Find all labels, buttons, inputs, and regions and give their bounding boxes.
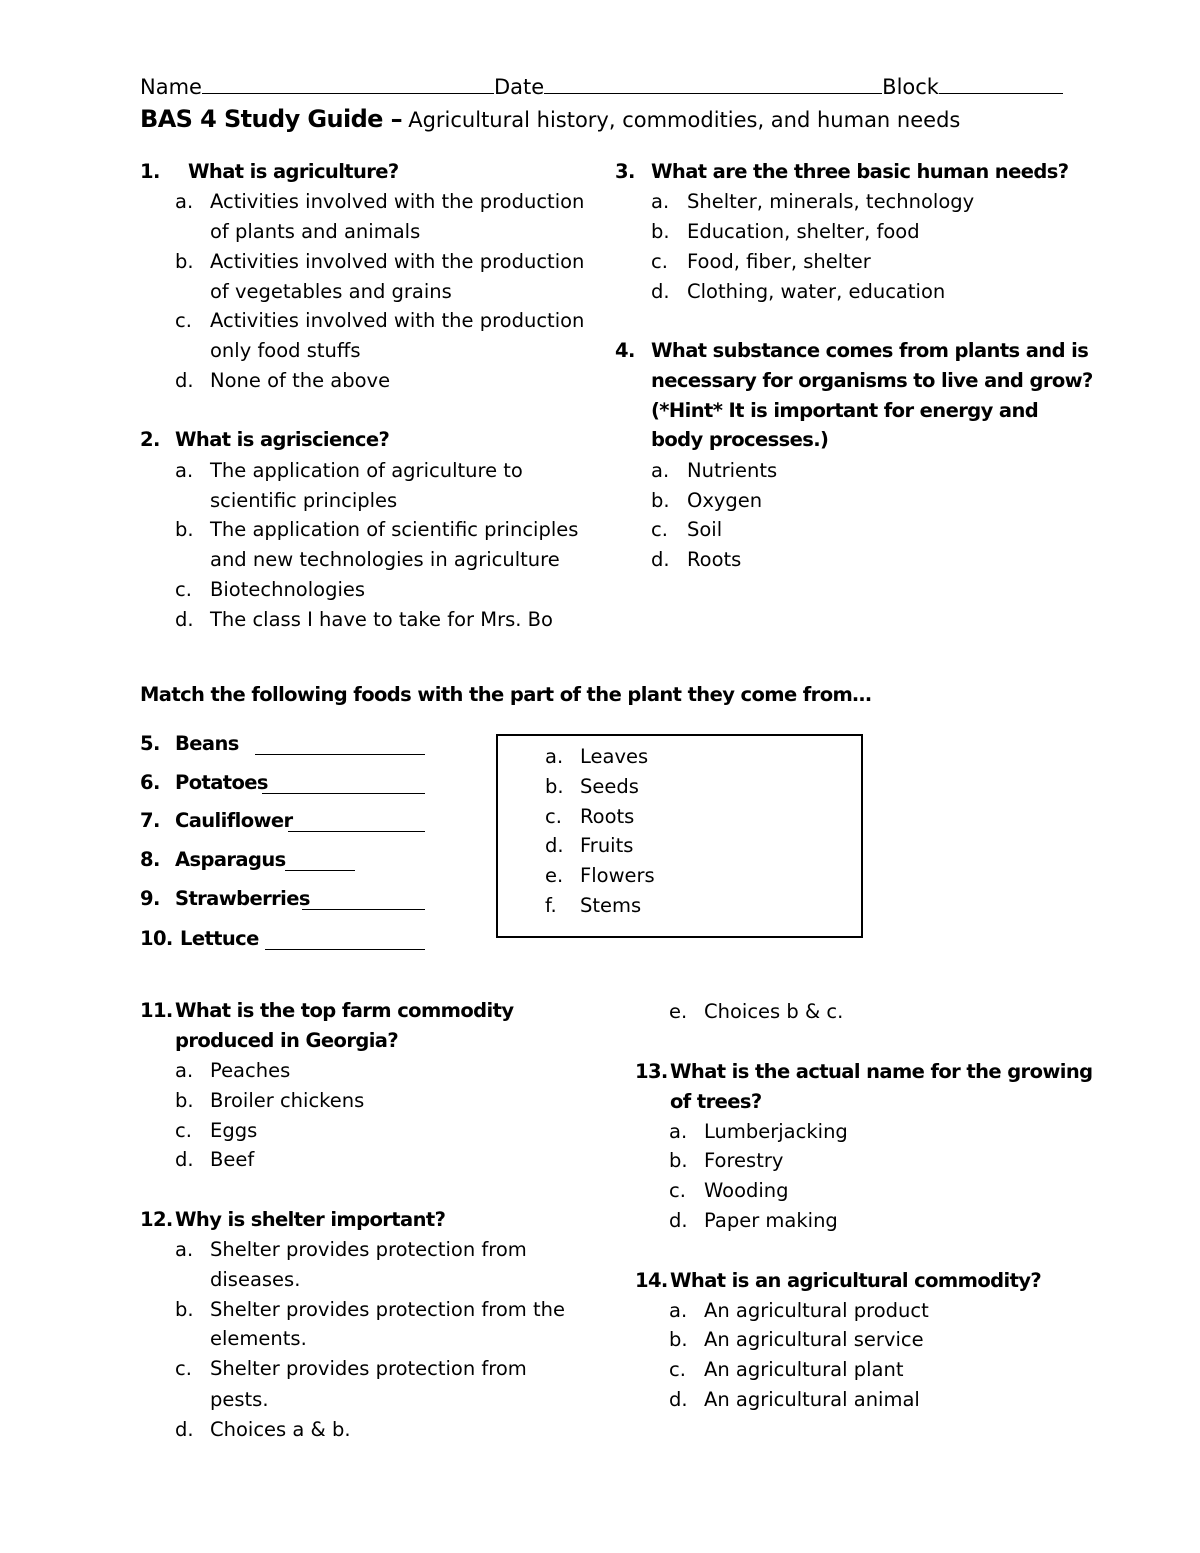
choice-label: Leaves [580,745,649,768]
option-letter: d. [669,1209,688,1232]
option-text[interactable]: Nutrients [687,459,778,482]
option-text[interactable]: pests. [210,1388,269,1411]
option-letter: a. [175,459,194,482]
question-text: What is the actual name for the growing [670,1060,1093,1083]
question-text: What is an agricultural commodity? [670,1269,1042,1292]
question-text: What substance comes from plants and is [651,339,1089,362]
option-text[interactable]: Broiler chickens [210,1089,365,1112]
option-text[interactable]: only food stuffs [210,339,361,362]
option-text[interactable]: Choices b & c. [704,1000,844,1023]
option-text[interactable]: Paper making [704,1209,838,1232]
option-letter: b. [651,489,670,512]
question-text: of trees? [670,1090,762,1113]
option-letter: a. [651,190,670,213]
option-letter: b. [175,250,194,273]
option-letter: d. [175,608,194,631]
title-sub: Agricultural history, commodities, and human needs [408,108,961,132]
choice-letter: f. [545,894,557,917]
option-text[interactable]: of vegetables and grains [210,280,452,303]
choice-letter: b. [545,775,564,798]
matching-number: 9. [140,887,160,910]
option-letter: b. [175,1089,194,1112]
option-letter: a. [175,1238,194,1261]
option-letter: c. [651,250,668,273]
choice-label: Stems [580,894,642,917]
option-letter: b. [175,518,194,541]
question-number: 4. [615,339,635,362]
answer-blank[interactable] [265,929,425,950]
option-text[interactable]: Food, fiber, shelter [687,250,871,273]
matching-label: Strawberries [175,887,310,910]
option-letter: d. [175,369,194,392]
option-text[interactable]: Soil [687,518,723,541]
option-text[interactable]: Activities involved with the production [210,190,585,213]
option-text[interactable]: An agricultural service [704,1328,924,1351]
option-letter: a. [651,459,670,482]
option-text[interactable]: Lumberjacking [704,1120,848,1143]
option-text[interactable]: diseases. [210,1268,301,1291]
option-text[interactable]: Shelter provides protection from [210,1357,527,1380]
answer-blank[interactable] [285,850,355,871]
option-text[interactable]: The application of scientific principles [210,518,579,541]
name-field[interactable] [202,73,494,94]
matching-number: 10. [140,927,173,950]
choice-letter: a. [545,745,564,768]
question-number: 1. [140,160,160,183]
question-number: 12. [140,1208,173,1231]
question-number: 11. [140,999,173,1022]
question-text: body processes.) [651,428,829,451]
option-text[interactable]: The application of agriculture to [210,459,523,482]
answer-blank[interactable] [302,889,425,910]
matching-label: Potatoes [175,771,268,794]
option-letter: b. [175,1298,194,1321]
question-number: 13. [635,1060,668,1083]
option-text[interactable]: Oxygen [687,489,763,512]
option-text[interactable]: Activities involved with the production [210,309,585,332]
option-letter: d. [651,280,670,303]
option-text[interactable]: An agricultural plant [704,1358,904,1381]
matching-label: Beans [175,732,239,755]
answer-blank[interactable] [262,773,425,794]
answer-blank[interactable] [255,734,425,755]
block-field[interactable] [939,73,1063,94]
option-letter: d. [175,1418,194,1441]
option-letter: c. [669,1358,686,1381]
question-text: What are the three basic human needs? [651,160,1069,183]
choice-label: Flowers [580,864,655,887]
option-letter: b. [669,1328,688,1351]
choice-letter: c. [545,805,562,828]
matching-number: 6. [140,771,160,794]
choice-letter: d. [545,834,564,857]
option-text[interactable]: Shelter provides protection from the [210,1298,565,1321]
choice-label: Fruits [580,834,634,857]
question-text: What is agriscience? [175,428,390,451]
answer-blank[interactable] [288,811,425,832]
matching-instructions: Match the following foods with the part of the plant they come from… [140,683,872,706]
option-letter: a. [175,1059,194,1082]
question-number: 2. [140,428,160,451]
matching-number: 8. [140,848,160,871]
option-text[interactable]: Choices a & b. [210,1418,351,1441]
block-label: Block [882,75,939,99]
question-text: necessary for organisms to live and grow? [651,369,1093,392]
option-letter: c. [669,1179,686,1202]
option-text[interactable]: Beef [210,1148,255,1171]
option-letter: c. [175,1119,192,1142]
page-title [140,102,960,136]
option-text[interactable]: and new technologies in agriculture [210,548,560,571]
option-text[interactable]: Clothing, water, education [687,280,946,303]
option-letter: a. [175,190,194,213]
option-text[interactable]: Shelter provides protection from [210,1238,527,1261]
date-field[interactable] [544,73,882,94]
option-letter: c. [175,309,192,332]
option-letter: d. [669,1388,688,1411]
question-text: produced in Georgia? [175,1029,399,1052]
option-letter: a. [669,1299,688,1322]
option-text[interactable]: Education, shelter, food [687,220,920,243]
option-letter: e. [669,1000,688,1023]
question-text: What is the top farm commodity [175,999,514,1022]
option-text[interactable]: Biotechnologies [210,578,366,601]
header-fields [140,72,1060,102]
question-number: 3. [615,160,635,183]
matching-number: 7. [140,809,160,832]
option-text[interactable]: An agricultural animal [704,1388,920,1411]
choice-letter: e. [545,864,564,887]
option-text[interactable]: An agricultural product [704,1299,929,1322]
choice-label: Roots [580,805,635,828]
option-text[interactable]: scientific principles [210,489,398,512]
option-text[interactable]: The class I have to take for Mrs. Bo [210,608,553,631]
option-text[interactable]: Peaches [210,1059,291,1082]
option-text[interactable]: Activities involved with the production [210,250,585,273]
option-letter: a. [669,1120,688,1143]
option-text[interactable]: Eggs [210,1119,258,1142]
name-label: Name [140,75,202,99]
choice-label: Seeds [580,775,639,798]
option-letter: b. [669,1149,688,1172]
option-text[interactable]: of plants and animals [210,220,421,243]
option-text[interactable]: Roots [687,548,742,571]
matching-label: Asparagus [175,848,286,871]
title-main: BAS 4 Study Guide – [140,105,403,133]
option-letter: c. [175,578,192,601]
matching-number: 5. [140,732,160,755]
option-letter: c. [175,1357,192,1380]
option-text[interactable]: Forestry [704,1149,784,1172]
question-text: What is agriculture? [188,160,399,183]
option-text[interactable]: Wooding [704,1179,789,1202]
question-text: (*Hint* It is important for energy and [651,399,1039,422]
option-text[interactable]: Shelter, minerals, technology [687,190,975,213]
option-letter: c. [651,518,668,541]
matching-label: Cauliflower [175,809,293,832]
date-label: Date [493,75,545,99]
question-number: 14. [635,1269,668,1292]
option-text[interactable]: None of the above [210,369,391,392]
question-text: Why is shelter important? [175,1208,446,1231]
option-letter: d. [651,548,670,571]
matching-label: Lettuce [180,927,259,950]
option-letter: b. [651,220,670,243]
option-letter: d. [175,1148,194,1171]
option-text[interactable]: elements. [210,1327,307,1350]
